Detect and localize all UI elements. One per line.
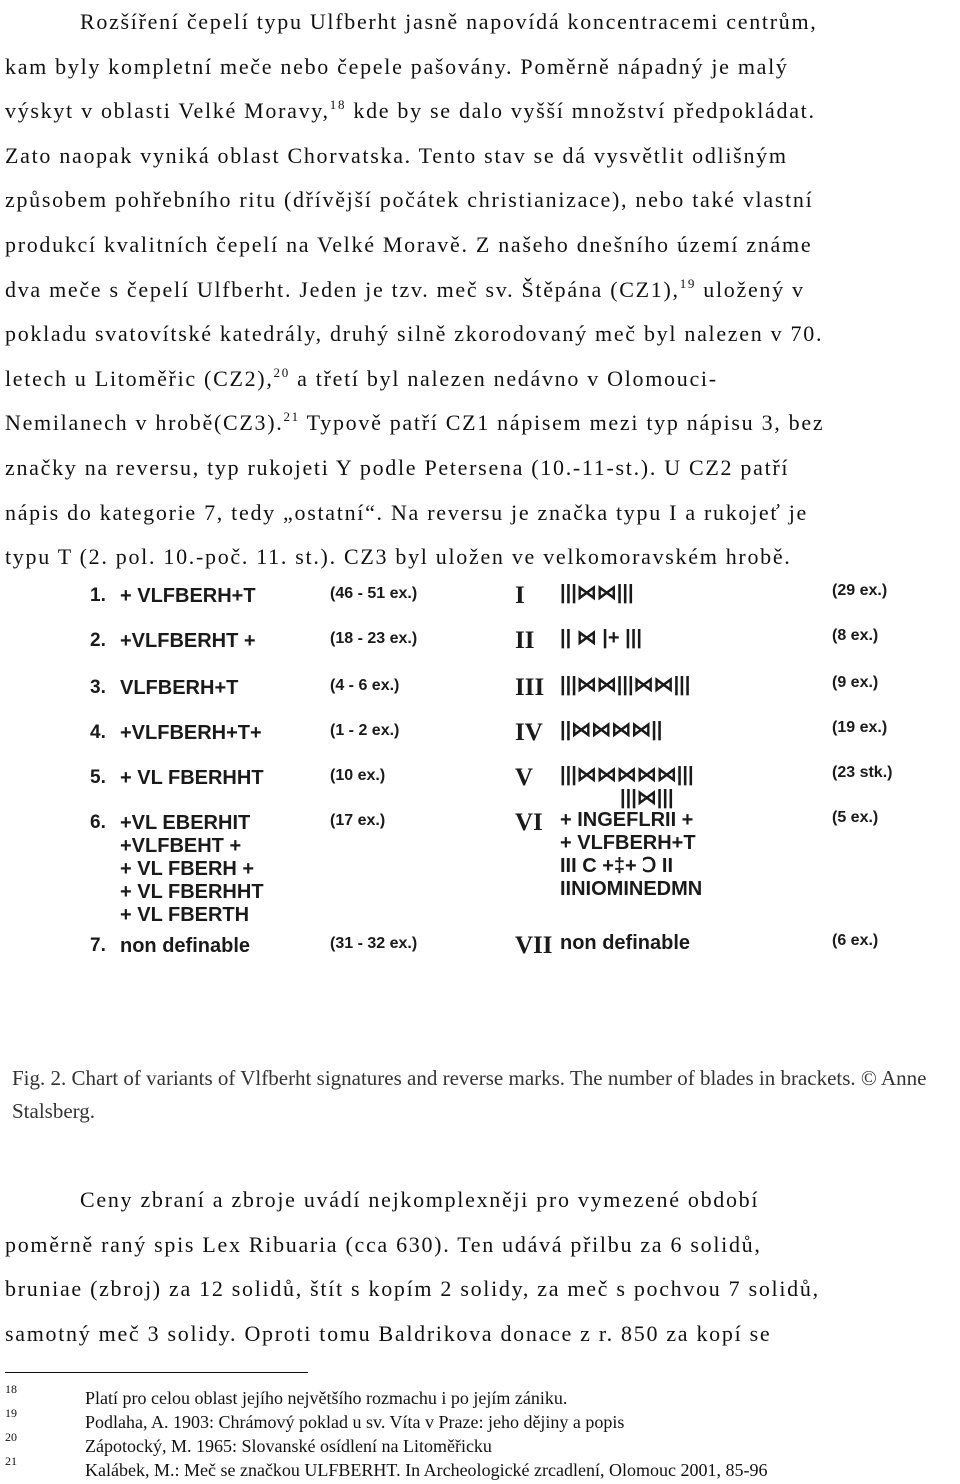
text-span: Typově patří CZ1 nápisem mezi typ nápisu 3, bez (299, 410, 825, 436)
reverse-mark (560, 932, 690, 955)
figure-caption: Fig. 2. Chart of variants of Vlfberht signatures and reverse marks. The number of blades in brackets. © Anne Stalsberg. (12, 1066, 927, 1123)
signature-line: + VL FBERTH (120, 904, 250, 926)
blade-count: (19 ex.) (832, 719, 888, 736)
text-line: bruniae (zbroj) za 12 solidů, štít s kopím 2 solidy, za meč s pochvou 7 solidů, (5, 1276, 820, 1302)
text-span: uložený v (696, 276, 805, 302)
signature-line: + VL FBERHHT (120, 881, 264, 903)
blade-count: (29 ex.) (832, 582, 888, 599)
footnote-ref: 19 (679, 275, 697, 291)
footnote (5, 1454, 955, 1478)
reverse-mark-line: |||⋈⋈||| (560, 582, 634, 604)
signature-number: 3. (90, 677, 106, 698)
footnote-text: Zápotocký, M. 1965: Slovanské osídlení na Litoměřicku (85, 1436, 492, 1456)
blade-count: (46 - 51 ex.) (330, 585, 418, 602)
footnote-text: Kalábek, M.: Meč se značkou ULFBERHT. In Archeologické zrcadlení, Olomouc 2001, 85-96 (85, 1460, 768, 1480)
blade-count: (5 ex.) (832, 809, 879, 826)
blade-count: (8 ex.) (832, 627, 879, 644)
footnote (5, 1406, 955, 1430)
signature-text (120, 722, 262, 745)
signature-line: + VLFBERH+T (120, 585, 256, 607)
footnote-number: 20 (5, 1430, 17, 1444)
reverse-mark-line: |||⋈⋈|||⋈⋈||| (560, 674, 691, 696)
blade-count: (1 - 2 ex.) (330, 722, 400, 739)
reverse-mark-line: |||⋈||| (620, 787, 674, 809)
signature-line: +VLFBEHT + (120, 835, 242, 857)
figure-ulfberht-chart (90, 580, 920, 990)
signature-text (120, 585, 256, 608)
blade-count: (18 - 23 ex.) (330, 630, 418, 647)
footnote (5, 1430, 955, 1454)
text-line (5, 268, 955, 313)
text-line: Zato naopak vyniká oblast Chorvatska. Tento stav se dá vysvětlit odlišným (5, 142, 788, 168)
text-line (5, 401, 955, 446)
text-span: kde by se dalo vyšší množství předpokládat. (346, 98, 816, 124)
reverse-mark (560, 674, 690, 697)
signature-text (120, 935, 250, 958)
reverse-mark-line: || ⋈ |+ ||| (560, 627, 642, 649)
text-line: kam byly kompletní meče nebo čepele pašovány. Poměrně nápadný je malý (5, 53, 789, 79)
reverse-mark-line: ||⋈⋈⋈⋈|| (560, 719, 663, 741)
text-line: Rozšíření čepelí typu Ulfberht jasně napovídá koncentracemi centrům, (80, 9, 818, 34)
paragraph-1 (5, 0, 955, 580)
reverse-mark-line: + VLFBERH+T (560, 832, 696, 854)
signature-number: 2. (90, 630, 106, 651)
signature-line: non definable (120, 935, 250, 957)
text-line: značky na reversu, typ rukojeti Y podle Petersena (10.-11-st.). U CZ2 patří (5, 454, 790, 480)
signature-line: +VLFBERHT + (120, 630, 256, 652)
blade-count: (23 stk.) (832, 764, 893, 781)
text-line: Ceny zbraní a zbroje uvádí nejkomplexněji pro vymezené období (80, 1187, 760, 1212)
text-span: letech u Litoměřic (CZ2), (5, 365, 274, 391)
signature-text (120, 767, 264, 790)
footnote-number: 18 (5, 1382, 17, 1396)
footnote-number: 19 (5, 1406, 17, 1420)
text-line (5, 89, 955, 134)
signature-number: 5. (90, 767, 106, 788)
blade-count: (9 ex.) (832, 674, 879, 691)
footnote (5, 1382, 955, 1406)
footnote-text: Platí pro celou oblast jejího největšího rozmachu i po jejím zániku. (85, 1388, 568, 1408)
text-line: typu T (2. pol. 10.-poč. 11. st.). CZ3 byl uložen ve velkomoravském hrobě. (5, 544, 792, 570)
signature-number: 6. (90, 812, 106, 833)
footnotes (5, 1382, 955, 1478)
footnote-number: 21 (5, 1454, 17, 1468)
text-line: pokladu svatovítské katedrály, druhý silně zkorodovaný meč byl nalezen v 70. (5, 321, 824, 347)
signature-text (120, 677, 238, 700)
text-span: výskyt v oblasti Velké Moravy, (5, 98, 330, 124)
reverse-mark-line: |||⋈⋈⋈⋈⋈||| (560, 764, 694, 786)
blade-count: (4 - 6 ex.) (330, 677, 400, 694)
reverse-mark (560, 627, 642, 650)
reverse-mark (560, 809, 702, 901)
signature-number: 4. (90, 722, 106, 743)
footnote-rule (5, 1372, 308, 1373)
text-line: samotný meč 3 solidy. Oproti tomu Baldrikova donace z r. 850 za kopí se (5, 1320, 772, 1346)
signature-line: VLFBERH+T (120, 677, 239, 699)
reverse-mark-line: IINIOMINEDMN (560, 878, 703, 900)
signature-number: 1. (90, 585, 106, 606)
blade-count: (10 ex.) (330, 767, 386, 784)
reverse-mark (560, 719, 662, 742)
signature-line: + VL FBERHHT (120, 767, 264, 789)
blade-count: (6 ex.) (832, 932, 879, 949)
reverse-mark-type: VII (515, 932, 553, 959)
signature-number: 7. (90, 935, 106, 956)
reverse-mark-line: non definable (560, 932, 690, 954)
text-line: nápis do kategorie 7, tedy „ostatní“. Na reversu je značka typu I a rukojeť je (5, 499, 808, 525)
reverse-mark-line: + INGEFLRII + (560, 809, 694, 831)
signature-line: + VL FBERH + (120, 858, 255, 880)
blade-count: (17 ex.) (330, 812, 386, 829)
signature-line: +VLFBERH+T+ (120, 722, 262, 744)
signature-text (120, 630, 256, 653)
reverse-mark-type: IV (515, 719, 543, 746)
reverse-mark-line: III C +‡+ Ↄ II (560, 855, 673, 877)
text-span: dva meče s čepelí Ulfberht. Jeden je tzv. meč sv. Štěpána (CZ1), (5, 276, 680, 302)
footnote-text: Podlaha, A. 1903: Chrámový poklad u sv. Víta v Praze: jeho dějiny a popis (85, 1412, 625, 1432)
reverse-mark-type: III (515, 674, 545, 701)
footnote-ref: 18 (329, 97, 347, 113)
signature-line: +VL EBERHIT (120, 812, 251, 834)
signature-text (120, 812, 264, 927)
reverse-mark-type: V (515, 764, 534, 791)
text-line: poměrně raný spis Lex Ribuaria (cca 630). Ten udává přilbu za 6 solidů, (5, 1231, 762, 1257)
reverse-mark-type: VI (515, 809, 543, 836)
blade-count: (31 - 32 ex.) (330, 935, 418, 952)
paragraph-2 (5, 1178, 955, 1356)
reverse-mark (560, 764, 694, 810)
text-line: produkcí kvalitních čepelí na Velké Moravě. Z našeho dnešního území známe (5, 231, 813, 257)
footnote-ref: 21 (283, 409, 300, 425)
reverse-mark (560, 582, 634, 605)
reverse-mark-type: I (515, 582, 525, 609)
text-line (5, 357, 955, 402)
text-span: a třetí byl nalezen nedávno v Olomouci- (289, 365, 718, 391)
footnote-ref: 20 (273, 364, 290, 380)
text-line: způsobem pohřebního ritu (dřívější počátek christianizace), nebo také vlastní (5, 187, 814, 213)
reverse-mark-type: II (515, 627, 535, 654)
text-span: Nemilanech v hrobě(CZ3). (5, 410, 284, 436)
